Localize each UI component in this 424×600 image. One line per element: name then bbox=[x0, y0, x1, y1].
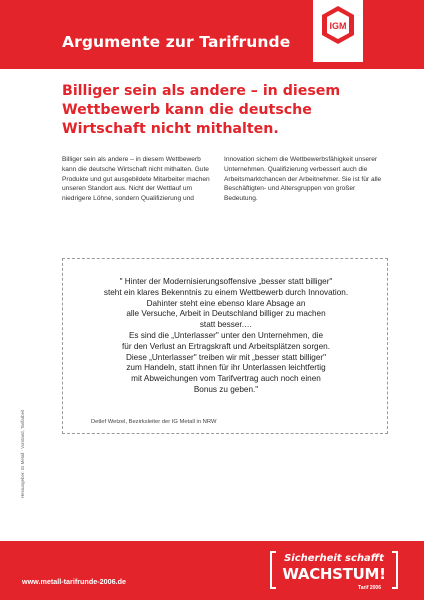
igm-logo bbox=[313, 0, 363, 62]
quote-author: Detlef Wetzel, Bezirksleiter der IG Metall in NRW bbox=[91, 419, 217, 425]
slogan-line3: Tarif 2006 bbox=[358, 585, 381, 591]
footer-bar bbox=[0, 541, 424, 600]
slogan-bracket-right bbox=[392, 551, 398, 589]
quote-line: Bonus zu geben." bbox=[193, 384, 259, 394]
quote-line: alle Versuche, Arbeit in Deutschland billiger zu machen bbox=[126, 309, 326, 319]
page-title: Argumente zur Tarifrunde bbox=[62, 33, 291, 51]
quote-line: Es sind die „Unterlasser" unter den Unternehmen, die bbox=[128, 330, 324, 340]
quote-line: steht ein klares Bekenntnis zu einem Wettbewerb durch Innovation. bbox=[103, 287, 349, 297]
footer-url-link[interactable]: www.metall-tarifrunde-2006.de bbox=[22, 577, 126, 586]
quote-line: statt besser.… bbox=[199, 320, 253, 330]
quote-text bbox=[63, 277, 389, 396]
slogan-bracket-left bbox=[270, 551, 276, 589]
igm-logo-icon bbox=[319, 4, 357, 48]
quote-line: mit Abweichungen vom Tarifvertrag auch noch einen bbox=[131, 374, 321, 384]
slogan-line1: Sicherheit schafft bbox=[284, 553, 384, 564]
logo-text: IGM bbox=[329, 21, 347, 31]
quote-box bbox=[62, 258, 388, 434]
quote-line: Diese „Unterlasser" treiben wir mit „besser statt billiger" bbox=[125, 352, 327, 362]
quote-line: " Hinter der Modernisierungsoffensive „besser statt billiger" bbox=[119, 277, 333, 286]
body-right-column: Innovation sichern die Wettbewerbsfähigkeit unserer Unternehmen. Qualifizierung verbessert auch die Arbeitsmarktchancen der Arbeitnehmer. Sie ist für alle Beschäftigten- und Altersgruppen von großer Bedeutung. bbox=[224, 156, 382, 203]
quote-line: Dahinter steht eine ebenso klare Absage an bbox=[146, 298, 306, 308]
quote-line: für den Verlust an Ertragskraft und Arbeitsplätzen sorgen. bbox=[122, 341, 330, 351]
quote-line: zum Handeln, statt ihnen für ihr Unterlassen leichtfertig bbox=[126, 363, 326, 373]
slogan-badge bbox=[270, 549, 398, 595]
body-left-column: Billiger sein als andere – in diesem Wettbewerb kann die deutsche Wirtschaft nicht mithalten. Gute Produkte und gut ausgebildete Mitarbeiter machen unseren Standort aus. Nicht der Wettlauf um niedrigere Löhne, sondern Qualifizierung und bbox=[62, 156, 210, 203]
headline: Billiger sein als andere – in diesem Wettbewerb kann die deutsche Wirtschaft nicht mithalten. bbox=[62, 83, 341, 137]
slogan-line2: WACHSTUM! bbox=[282, 565, 386, 583]
publisher-note: Herausgeber: IG Metall · Vorstand, Tarifarbeit bbox=[20, 409, 25, 498]
